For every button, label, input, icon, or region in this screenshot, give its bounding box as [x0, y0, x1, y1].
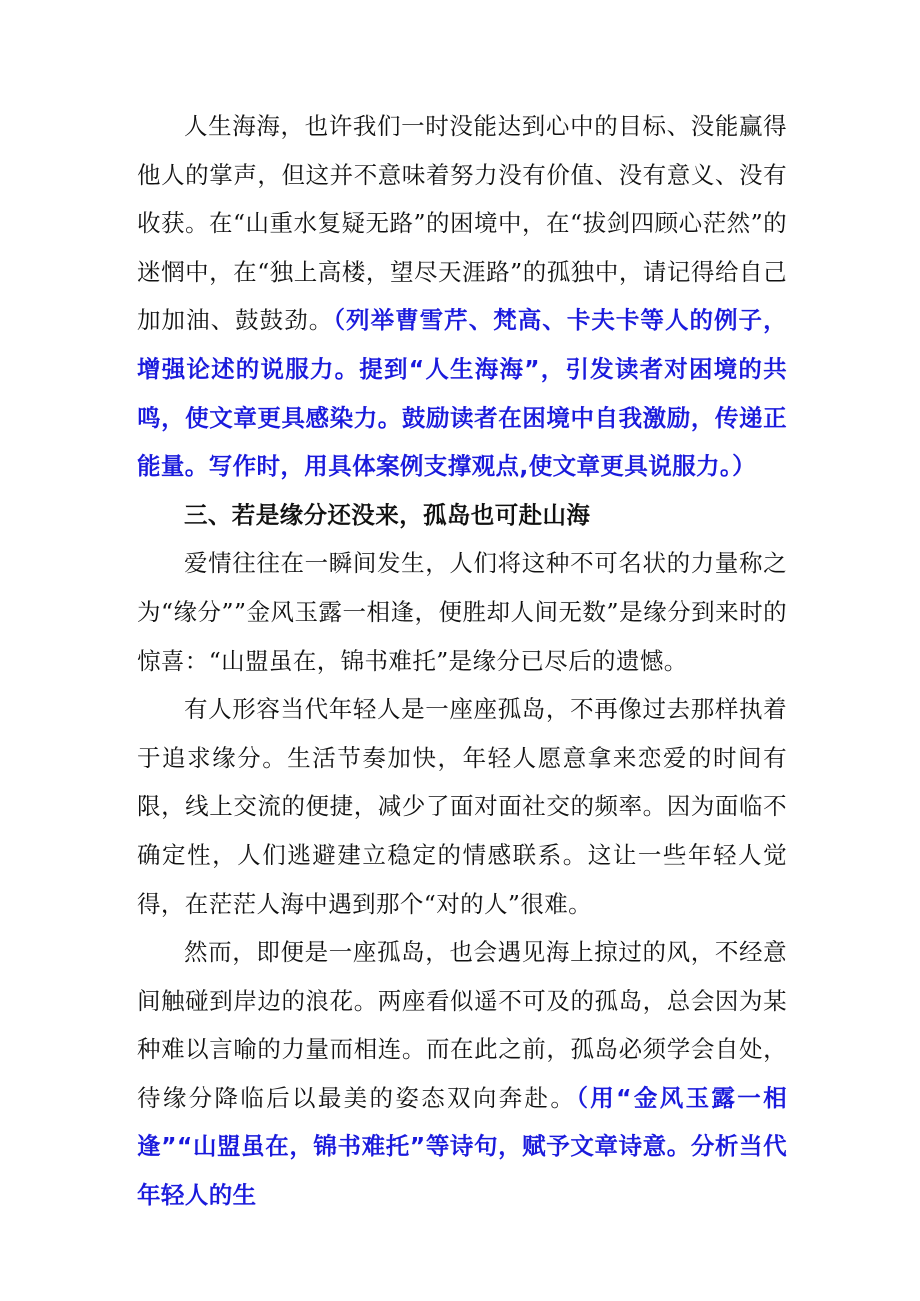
paragraph-meeting [137, 928, 787, 1220]
paragraph-text: 然而，即便是一座孤岛，也会遇见海上掠过的风，不经意间触碰到岸边的浪花。两座看似遥不可及的孤岛，总会因为某种难以言喻的力量而相连。而在此之前，孤岛必须学会自处，待缘分降临后以最美的姿态双向奔赴。 [137, 938, 787, 1112]
paragraph-text: 有人形容当代年轻人是一座座孤岛，不再像过去那样执着于追求缘分。生活节奏加快，年轻人愿意拿来恋爱的时间有限，线上交流的便捷，减少了面对面社交的频率。因为面临不确定性，人们逃避建立稳定的情感联系。这让一些年轻人觉得，在茫茫人海中遇到那个“对的人”很难。 [137, 695, 787, 918]
annotation-note: （用“金风玉露一相逢”“山盟虽在，锦书难托”等诗句，赋予文章诗意。分析当代年轻人的生 [137, 1083, 787, 1210]
section-heading-text: 三、若是缘分还没来，孤岛也可赴山海 [184, 500, 591, 529]
annotation-note: （列举曹雪芹、梵高、卡夫卡等人的例子，增强论述的说服力。提到“人生海海”，引发读者对困境的共鸣，使文章更具感染力。鼓励读者在困境中自我激励，传递正能量。写作时，用具体案例支撑观点,使文章更具说服力。） [137, 306, 787, 481]
paragraph-fate [137, 539, 787, 685]
paragraph-islands [137, 685, 787, 928]
section-heading [137, 491, 787, 540]
paragraph-text: 爱情往往在一瞬间发生，人们将这种不可名状的力量称之为“缘分””金风玉露一相逢，便胜却人间无数”是缘分到来时的惊喜：“山盟虽在，锦书难托”是缘分已尽后的遗憾。 [137, 549, 787, 675]
paragraph-text: 人生海海，也许我们一时没能达到心中的目标、没能赢得他人的掌声，但这并不意味着努力没有价值、没有意义、没有收获。在“山重水复疑无路”的困境中，在“拔剑四顾心茫然”的迷惘中，在“独上高楼，望尽天涯路”的孤独中，请记得给自己加加油、鼓鼓劲。 [137, 112, 787, 335]
article-body [137, 102, 787, 1220]
paragraph-perseverance [137, 102, 787, 491]
